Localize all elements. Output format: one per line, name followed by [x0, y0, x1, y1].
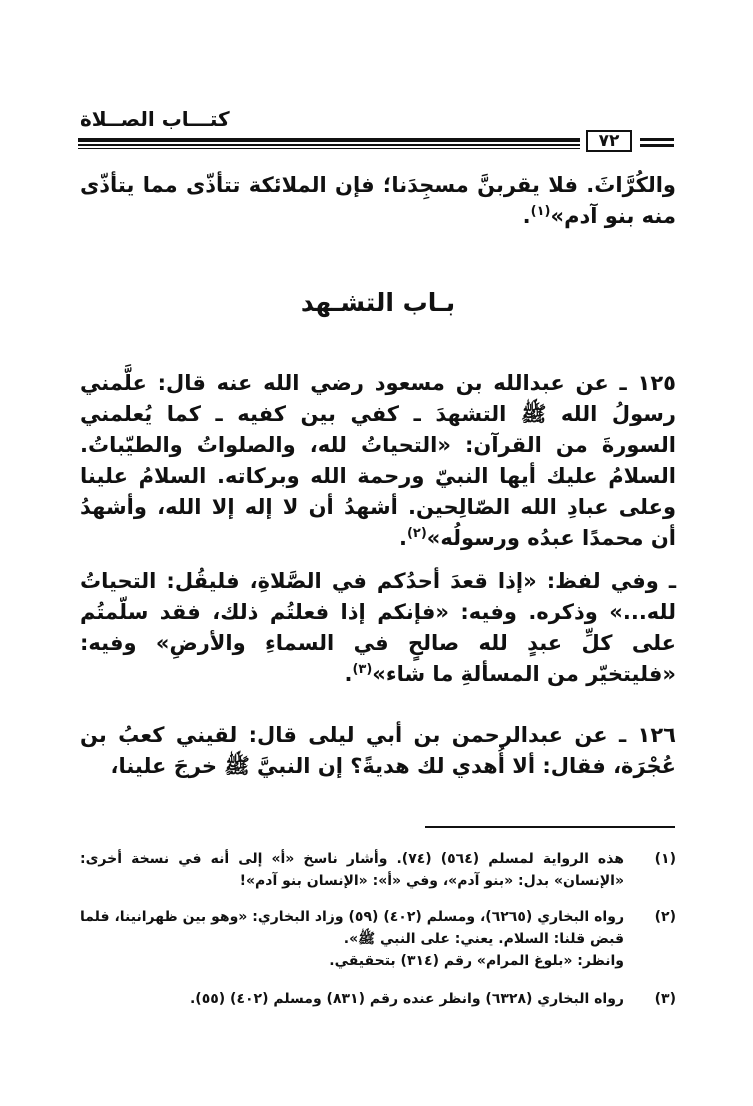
- footnote-number: (٣): [654, 991, 676, 1007]
- header-rule-thin: [78, 148, 580, 149]
- footnote-ref: (٣): [352, 662, 373, 677]
- footnote-number: (٢): [654, 909, 676, 925]
- continued-paragraph: [80, 170, 676, 232]
- hadith-126: [80, 720, 676, 782]
- running-title: كتـــاب الصــلاة: [80, 107, 230, 131]
- hadith-text: ١٢٦ ـ عن عبدالرحمن بن أبي ليلى قال: لقيني كعبُ بن عُجْرَة، فقال: ألا أُهدي لك هديةً؟ إن النبيَّ ﷺ خرجَ علينا،: [80, 723, 676, 778]
- footnote-2: [80, 906, 676, 972]
- hadith-125-variant: [80, 566, 676, 690]
- footnote-separator: [425, 826, 675, 828]
- footnote-text: رواه البخاري (٦٢٦٥)، ومسلم (٤٠٢) (٥٩) وزاد البخاري: «وهو بين ظهرانينا، فلما قبض قلنا: السلام. يعني: على النبي ﷺ».: [80, 909, 624, 947]
- footnote-text: هذه الرواية لمسلم (٥٦٤) (٧٤). وأشار ناسخ «أ» إلى أنه في نسخة أخرى: «الإنسان» بدل: «بنو آدم»، وفي «أ»: «الإنسان بنو آدم»!: [80, 851, 624, 889]
- footnote-3: [80, 988, 676, 1010]
- header-rule: [78, 126, 676, 152]
- paragraph-end: .: [398, 526, 407, 550]
- page-number: ٧٢: [586, 130, 632, 152]
- footnote-ref: (٢): [406, 526, 427, 541]
- hadith-text: ١٢٥ ـ عن عبدالله بن مسعود رضي الله عنه قال: علَّمني رسولُ الله ﷺ التشهدَ ـ كفي بين كفيه ـ كما يُعلمني السورةَ من القرآن: «التحياتُ لله، والصلواتُ والطيّباتُ. السلامُ عليك أيها النبيّ ورحمة الله وبركاته. السلامُ علينا وعلى عبادِ الله الصّالِحين. أشهدُ أن لا إله إلا الله، وأشهدُ أن محمدًا عبدُه ورسولُه»: [80, 371, 676, 550]
- paragraph-text: والكُرَّاثَ. فلا يقربنَّ مسجِدَنا؛ فإن الملائكة تتأذّى مما يتأذّى منه بنو آدم»: [80, 173, 676, 228]
- header-rule-thick: [78, 138, 580, 142]
- hadith-text: ـ وفي لفظ: «إذا قعدَ أحدُكم في الصَّلاةِ، فليقُل: التحياتُ لله...» وذكره. وفيه: «فإنكم إذا فعلتُم ذلك، فقد سلّمتُم على كلِّ عبدٍ لله صالحٍ في السماءِ والأرضِ» وفيه: «فليتخيّر من المسألةِ ما شاء»: [80, 569, 676, 686]
- paragraph-end: .: [344, 662, 353, 686]
- header-rule-short-top: [640, 138, 674, 141]
- header-rule-mid: [78, 144, 580, 146]
- header-rule-short-bottom: [640, 144, 674, 147]
- hadith-125: [80, 368, 676, 554]
- paragraph-end: .: [522, 204, 531, 228]
- footnote-number: (١): [654, 851, 676, 867]
- footnote-see-also: وانظر: «بلوغ المرام» رقم (٣١٤) بتحقيقي.: [329, 953, 624, 969]
- footnote-text: رواه البخاري (٦٣٢٨) وانظر عنده رقم (٨٣١) ومسلم (٤٠٢) (٥٥).: [189, 991, 624, 1007]
- chapter-heading: بـاب التشـهد: [300, 288, 456, 317]
- footnote-ref: (١): [530, 204, 551, 219]
- footnote-1: [80, 848, 676, 892]
